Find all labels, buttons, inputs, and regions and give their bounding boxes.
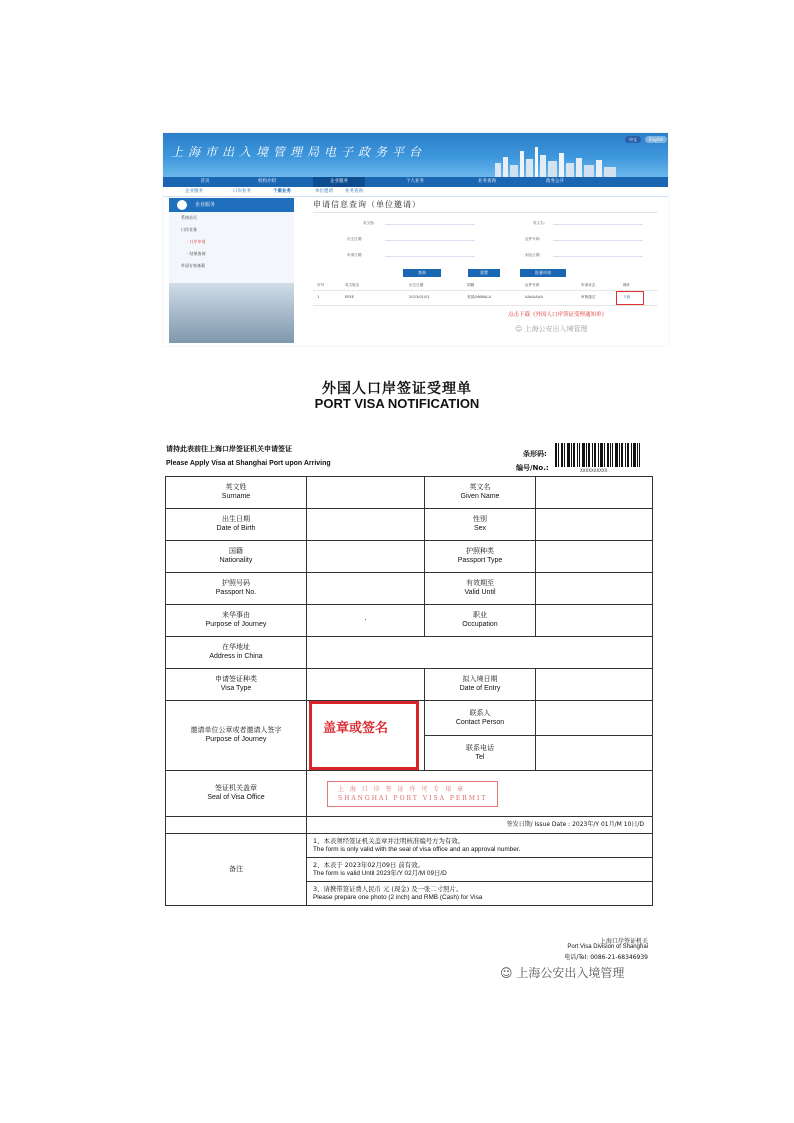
th-id: 证件号码 xyxy=(525,283,540,287)
nav-query[interactable]: 业务查询 xyxy=(478,179,496,184)
apply-date-input[interactable] xyxy=(385,251,475,257)
footer-office-cn: 上海口岸签证机关 xyxy=(599,938,648,945)
instruction-cn: 请持此表前往上海口岸签证机关申请签证 xyxy=(166,445,292,453)
subnav-enterprise[interactable]: 企业服务 xyxy=(185,189,203,194)
value-passport-type xyxy=(536,541,653,573)
query-title: 申请信息查询（单位邀请） xyxy=(313,200,421,209)
label-contact: 联系人 Contact Person xyxy=(425,701,536,736)
value-surname xyxy=(307,477,425,509)
field-label: 到达日期: xyxy=(525,253,541,257)
value-occupation xyxy=(536,605,653,637)
sidebar-item-result[interactable]: · 结果查询 xyxy=(187,251,206,256)
id-number-input[interactable] xyxy=(553,235,643,241)
sidebar-header-label: 企业服务 xyxy=(195,202,216,208)
value-valid-until xyxy=(536,573,653,605)
surname-input[interactable] xyxy=(385,219,475,225)
value-tel xyxy=(536,736,653,771)
stamp-or-sign-text: 盖章或签名 xyxy=(323,721,389,736)
label-valid-until: 有效期至 Valid Until xyxy=(425,573,536,605)
sidebar-item-expert[interactable]: 外国专家备案 xyxy=(181,263,205,268)
label-tel: 联系电话 Tel xyxy=(425,736,536,771)
lang-en-button[interactable]: English xyxy=(645,136,667,143)
wechat-icon: ☺ xyxy=(515,325,523,333)
sidebar-item-port[interactable]: 口岸业务 xyxy=(181,227,197,232)
value-nationality xyxy=(307,541,425,573)
th-status: 申请状态 xyxy=(581,283,596,287)
reset-button[interactable]: 重置 xyxy=(468,269,500,277)
label-passport-type: 护照种类 Passport Type xyxy=(425,541,536,573)
label-sex: 性别 Sex xyxy=(425,509,536,541)
th-action: 操作 xyxy=(623,283,631,287)
wechat-watermark xyxy=(515,324,588,334)
label-surname: 英文姓 Surname xyxy=(166,477,307,509)
lang-cn-button[interactable]: 中文 xyxy=(625,136,641,143)
portal-title: 上海市出入境管理局电子政务平台 xyxy=(171,145,427,159)
instruction-en: Please Apply Visa at Shanghai Port upon Arriving xyxy=(166,460,331,467)
sidebar-header xyxy=(169,198,294,212)
label-visa-office-seal: 签证机关盖章 Seal of Visa Office xyxy=(166,771,307,817)
th-dob: 出生日期 xyxy=(409,283,424,287)
label-occupation: 职业 Occupation xyxy=(425,605,536,637)
note-2: 2、本表于 2023年02月09日 前有效。 The form is valid Until 2023年/Y 02月/M 09日/D xyxy=(307,858,653,882)
portal-sidebar xyxy=(169,198,294,343)
nav-enterprise[interactable]: 企业服务 xyxy=(313,177,365,187)
td-status: 审核通过 xyxy=(581,295,596,299)
label-passport-no: 护照号码 Passport No. xyxy=(166,573,307,605)
field-label: 证件号码: xyxy=(525,237,541,241)
td-id: AAAAAAA xyxy=(525,295,543,299)
issue-date: 签发日期/ Issue Date : 2023年/Y 01月/M 10日/D xyxy=(307,817,653,834)
value-purpose: · xyxy=(307,605,425,637)
given-name-input[interactable] xyxy=(553,219,643,225)
nav-about[interactable]: 机构介绍 xyxy=(258,179,276,184)
td-dob: 2023/01/01 xyxy=(409,295,430,299)
subnav-query[interactable]: 业务查询 xyxy=(345,189,363,194)
td-name: EEEE xyxy=(345,295,355,299)
value-sex xyxy=(536,509,653,541)
city-photo xyxy=(169,283,294,343)
visa-permit-seal: 上 海 口 岸 签 证 许 可 专 用 章 SHANGHAI PORT VISA PERMIT xyxy=(327,781,498,807)
barcode-image xyxy=(555,442,640,470)
th-index: 序号 xyxy=(317,283,325,287)
barcode-label: 条形码: xyxy=(523,450,547,458)
label-address: 在华地址 Address in China xyxy=(166,637,307,669)
batch-apply-button[interactable]: 批量申请 xyxy=(520,269,566,277)
field-label: 英文姓: xyxy=(363,221,375,225)
td-nationality: 美国/ANWALA xyxy=(467,295,491,299)
label-given-name: 英文名 Given Name xyxy=(425,477,536,509)
download-action[interactable]: 下载 xyxy=(623,295,631,299)
doc-title-en: PORT VISA NOTIFICATION xyxy=(314,396,480,411)
value-dob xyxy=(307,509,425,541)
portal-banner xyxy=(163,133,668,177)
label-entry-date: 拟入境日期 Date of Entry xyxy=(425,669,536,701)
field-label: 出生日期: xyxy=(347,237,363,241)
visa-office-seal-area xyxy=(307,771,653,817)
label-inviter-seal: 邀请单位公章或者邀请人签字 Purpose of Journey xyxy=(166,701,307,771)
value-passport-no xyxy=(307,573,425,605)
watermark-text: 上海公安出入境管理 xyxy=(524,325,588,333)
dob-input[interactable] xyxy=(385,235,475,241)
wechat-icon: ☺ xyxy=(500,966,513,980)
blank-cell xyxy=(166,817,307,834)
divider xyxy=(313,212,658,213)
label-nationality: 国籍 Nationality xyxy=(166,541,307,573)
query-panel xyxy=(313,199,663,344)
highlight-box xyxy=(616,291,644,305)
doc-title-cn: 外国人口岸签证受理单 xyxy=(322,381,472,397)
th-name: 英文姓名 xyxy=(345,283,360,287)
sidebar-item-home[interactable]: 系统首页 xyxy=(181,215,197,220)
row-divider xyxy=(313,290,658,291)
portal-screenshot xyxy=(163,133,668,346)
download-notice-link[interactable]: 点击下载《外国人口岸签证受理通知单》 xyxy=(508,312,608,318)
subnav-case[interactable]: 个案业务 xyxy=(273,189,291,194)
footer-tel: 电话/Tel: 0086-21-68346939 xyxy=(564,954,648,961)
sidebar-item-apply[interactable]: · 口岸申请 xyxy=(187,239,206,244)
portal-subnav xyxy=(163,187,668,197)
value-entry-date xyxy=(536,669,653,701)
arrival-date-input[interactable] xyxy=(553,251,643,257)
watermark-text: 上海公安出入境管理 xyxy=(516,966,625,980)
subnav-port[interactable]: 口岸业务 xyxy=(233,189,251,194)
note-1: 1、本表须经签证机关盖章并注明核准编号方为有效。 The form is only valid with the seal of visa office and an approval number. xyxy=(307,834,653,858)
police-logo-icon xyxy=(177,200,187,210)
inviter-stamp-area xyxy=(307,701,425,771)
note-3: 3、请携带签证费人民币 元 (现金) 及一张二寸照片。 Please prepare one photo (2 inch) and RMB (Cash) for Visa xyxy=(307,882,653,906)
nav-personal[interactable]: 个人业务 xyxy=(406,179,424,184)
nav-home[interactable]: 首页 xyxy=(200,179,210,184)
label-visa-type: 申请签证种类 Visa Type xyxy=(166,669,307,701)
skyline-illustration xyxy=(490,143,640,177)
value-visa-type xyxy=(307,669,425,701)
field-label: 申请日期: xyxy=(347,253,363,257)
number-label: 编号/No.: xyxy=(516,464,549,472)
th-nationality: 国籍 xyxy=(467,283,475,287)
visa-form-table xyxy=(165,476,653,906)
label-remarks: 备注 xyxy=(166,834,307,906)
row-divider xyxy=(313,305,658,306)
footer-office-en: Port Visa Division of Shanghai xyxy=(567,944,648,950)
portal-navbar xyxy=(163,177,668,187)
value-given-name xyxy=(536,477,653,509)
wechat-watermark-bottom xyxy=(500,964,624,981)
label-purpose: 来华事由 Purpose of Journey xyxy=(166,605,307,637)
td-index: 1 xyxy=(317,295,320,299)
label-dob: 出生日期 Date of Birth xyxy=(166,509,307,541)
barcode-number: XXXXXXXXXX xyxy=(580,468,608,473)
value-address xyxy=(307,637,653,669)
query-button[interactable]: 查询 xyxy=(403,269,441,277)
subnav-invite[interactable]: 单位邀请 xyxy=(315,189,333,194)
field-label: 英文名: xyxy=(533,221,545,225)
value-contact xyxy=(536,701,653,736)
nav-public[interactable]: 政务公开 xyxy=(546,179,564,184)
